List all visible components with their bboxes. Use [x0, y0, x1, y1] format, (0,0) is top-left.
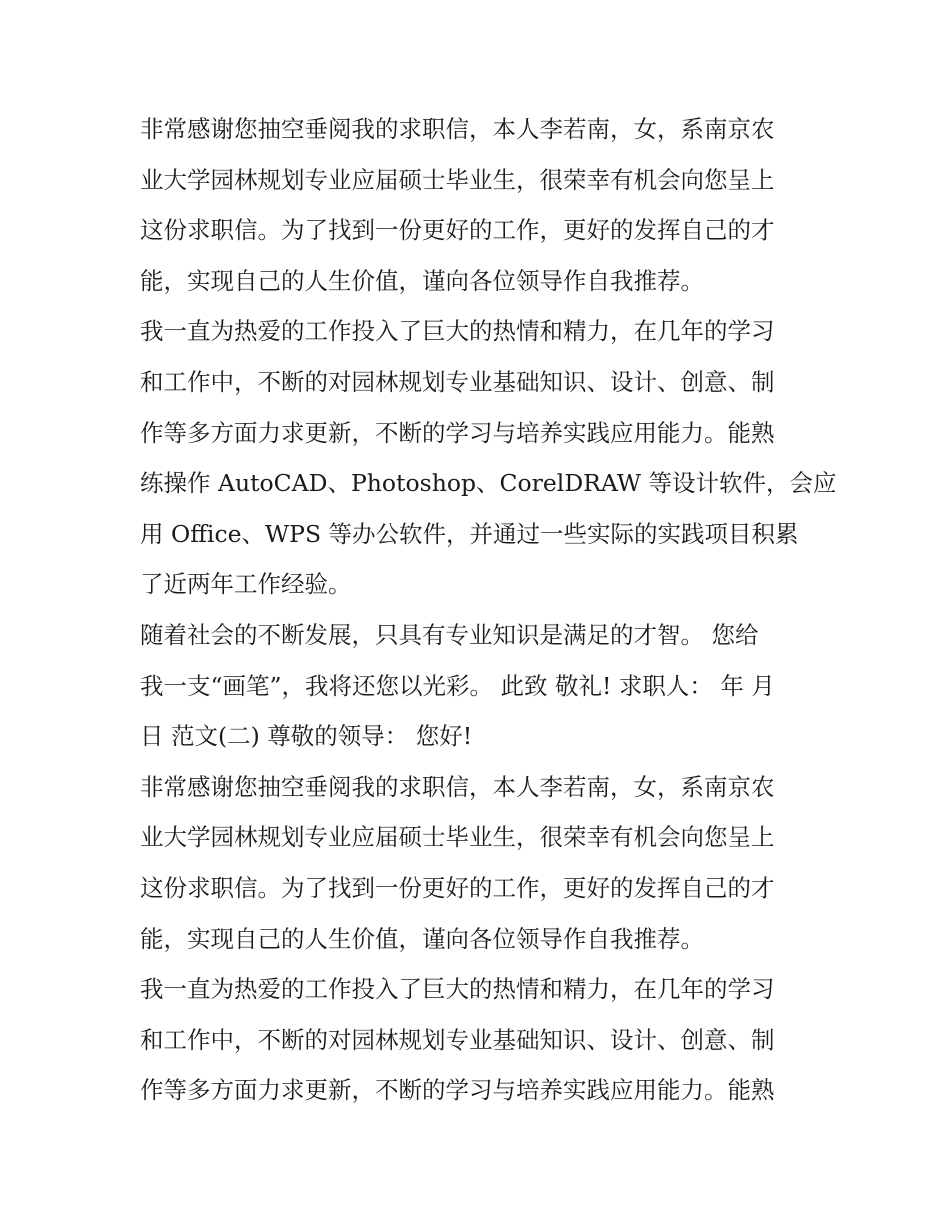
text-line: 日 范文(二) 尊敬的领导： 您好! [140, 722, 473, 751]
text-line: 随着社会的不断发展，只具有专业知识是满足的才智。 您给 [140, 620, 759, 649]
text-line: 我一支“画笔”，我将还您以光彩。 此致 敬礼! 求职人： 年 月 [140, 671, 775, 700]
text-line: 业大学园林规划专业应届硕士毕业生，很荣幸有机会向您呈上 [140, 823, 775, 852]
document-body [140, 104, 837, 1116]
text-line: 业大学园林规划专业应届硕士毕业生，很荣幸有机会向您呈上 [140, 165, 775, 194]
text-line: 用 Office、WPS 等办公软件，并通过一些实际的实践项目积累 [140, 519, 799, 548]
text-line: 非常感谢您抽空垂阅我的求职信，本人李若南，女，系南京农 [140, 772, 775, 801]
text-line: 了近两年工作经验。 [140, 570, 352, 599]
text-line: 作等多方面力求更新，不断的学习与培养实践应用能力。能熟 [140, 418, 775, 447]
text-line: 这份求职信。为了找到一份更好的工作，更好的发挥自己的才 [140, 216, 775, 245]
text-line: 我一直为热爱的工作投入了巨大的热情和精力，在几年的学习 [140, 317, 775, 346]
text-line: 和工作中，不断的对园林规划专业基础知识、设计、创意、制 [140, 1025, 775, 1054]
text-line: 和工作中，不断的对园林规划专业基础知识、设计、创意、制 [140, 367, 775, 396]
text-line: 能，实现自己的人生价值，谨向各位领导作自我推荐。 [140, 266, 704, 295]
text-line: 练操作 AutoCAD、Photoshop、CorelDRAW 等设计软件，会应 [140, 469, 837, 498]
text-line: 非常感谢您抽空垂阅我的求职信，本人李若南，女，系南京农 [140, 115, 775, 143]
text-line: 作等多方面力求更新，不断的学习与培养实践应用能力。能熟 [140, 1076, 775, 1105]
text-line: 我一直为热爱的工作投入了巨大的热情和精力，在几年的学习 [140, 975, 775, 1004]
text-line: 这份求职信。为了找到一份更好的工作，更好的发挥自己的才 [140, 873, 775, 902]
text-line: 能，实现自己的人生价值，谨向各位领导作自我推荐。 [140, 924, 704, 953]
